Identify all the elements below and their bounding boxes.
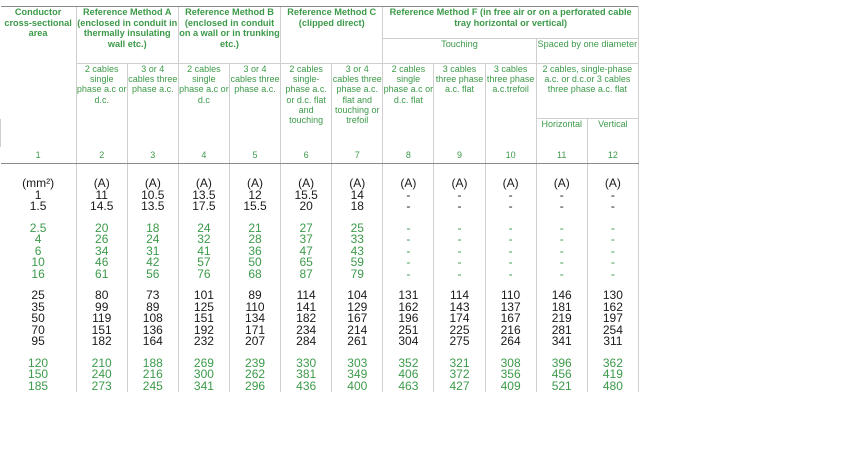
cell-current: 284 [281, 336, 332, 348]
cell-current: - [587, 201, 638, 213]
cell-current: - [536, 257, 587, 269]
cell-area: 120 [28, 355, 49, 370]
cell-current: 273 [76, 381, 127, 393]
cell-current: - [536, 223, 587, 235]
cell-current: 57 [178, 257, 229, 269]
cell-current: 89 [127, 302, 178, 314]
cell-current: 101 [178, 290, 229, 302]
cell-current: 20 [76, 223, 127, 235]
cell-area: 50 [31, 311, 45, 325]
cell-current: 167 [485, 313, 536, 325]
cell-current: 14 [332, 190, 383, 202]
cell-area: 16 [31, 266, 45, 281]
cell-current: - [485, 201, 536, 213]
cell-current: 352 [383, 358, 434, 370]
cell-area: 35 [31, 299, 45, 314]
cell-current: 372 [434, 369, 485, 381]
cell-current: 210 [76, 358, 127, 370]
cell-current: 18 [332, 201, 383, 213]
cell-current: 275 [434, 336, 485, 348]
cell-current: 11 [76, 190, 127, 202]
cell-current: 20 [281, 201, 332, 213]
cell-current: 27 [281, 223, 332, 235]
cell-current: 12 [229, 190, 280, 202]
cell-current: 406 [383, 369, 434, 381]
cell-current: 188 [127, 358, 178, 370]
cell-current: 362 [587, 358, 638, 370]
column-number: 5 [229, 147, 280, 164]
table-row [1, 336, 639, 348]
cell-current: 197 [587, 313, 638, 325]
sub-header-col10: 3 cables three phase a.c.trefoil [485, 64, 536, 148]
cell-current: 262 [229, 369, 280, 381]
column-number: 11 [536, 147, 587, 164]
cell-current: - [383, 190, 434, 202]
cell-current: 73 [127, 290, 178, 302]
unit-amps: (A) [332, 178, 383, 190]
unit-area: (mm²) [22, 176, 55, 190]
cell-current: 36 [229, 246, 280, 258]
cell-current: - [587, 234, 638, 246]
cell-current: 341 [178, 381, 229, 393]
column-number: 2 [76, 147, 127, 164]
cell-current: 24 [178, 223, 229, 235]
cell-current: 164 [127, 336, 178, 348]
cell-area: 2.5 [29, 220, 47, 235]
current-rating-table [0, 6, 639, 392]
cell-current: - [536, 190, 587, 202]
cell-current: 110 [229, 302, 280, 314]
cell-current: 108 [127, 313, 178, 325]
cell-area: 10 [31, 255, 45, 269]
column-number: 8 [383, 147, 434, 164]
cell-current: 381 [281, 369, 332, 381]
cell-current: 216 [485, 325, 536, 337]
cell-current: 59 [332, 257, 383, 269]
cell-area: 150 [28, 367, 49, 381]
cell-area: 1 [34, 187, 42, 202]
cell-current: 13.5 [127, 201, 178, 213]
cell-current: 182 [76, 336, 127, 348]
cell-current: 409 [485, 381, 536, 393]
cell-current: 104 [332, 290, 383, 302]
cell-current: 300 [178, 369, 229, 381]
cell-current: 264 [485, 336, 536, 348]
cell-current: 281 [536, 325, 587, 337]
cell-current: 47 [281, 246, 332, 258]
unit-amps: (A) [281, 178, 332, 190]
cell-current: 17.5 [178, 201, 229, 213]
cell-current: 34 [76, 246, 127, 258]
header-ref-method-f: Reference Method F (in free air or on a perforated cable tray horizontal or vertical) [383, 7, 639, 39]
cell-current: 225 [434, 325, 485, 337]
cell-current: 463 [383, 381, 434, 393]
cell-current: 56 [127, 269, 178, 281]
cell-current: - [536, 201, 587, 213]
cell-current: - [587, 223, 638, 235]
cell-current: 143 [434, 302, 485, 314]
cell-current: 134 [229, 313, 280, 325]
cell-current: 261 [332, 336, 383, 348]
header-ref-method-c: Reference Method C (clipped direct) [281, 7, 383, 64]
sub-header-col7: 3 or 4 cables three phase a.c. flat and touching or trefoil [332, 64, 383, 148]
cell-current: - [485, 257, 536, 269]
cell-current: - [434, 201, 485, 213]
cell-current: - [587, 190, 638, 202]
cell-current: 99 [76, 302, 127, 314]
cell-current: 181 [536, 302, 587, 314]
sub-header-horizontal: Horizontal [536, 119, 587, 148]
sub-header-col2: 2 cables single phase a.c or d.c. [76, 64, 127, 119]
cell-current: 61 [76, 269, 127, 281]
cell-current: - [383, 201, 434, 213]
cell-current: 43 [332, 246, 383, 258]
column-number: 7 [332, 147, 383, 164]
cell-current: 26 [76, 234, 127, 246]
header-conductor-area: Conductor cross-sectional area [1, 7, 77, 119]
cell-area: 95 [31, 334, 45, 348]
cell-current: 234 [281, 325, 332, 337]
cell-current: 304 [383, 336, 434, 348]
cell-current: - [536, 234, 587, 246]
cell-area: 70 [31, 322, 45, 337]
cell-current: 151 [178, 313, 229, 325]
cell-current: 15.5 [281, 190, 332, 202]
cell-current: 356 [485, 369, 536, 381]
cell-area: 25 [31, 288, 45, 302]
cell-area: 1.5 [29, 199, 47, 213]
cell-current: 110 [485, 290, 536, 302]
cell-current: 125 [178, 302, 229, 314]
cell-current: 296 [229, 381, 280, 393]
cell-current: 14.5 [76, 201, 127, 213]
cell-current: 137 [485, 302, 536, 314]
cell-current: - [383, 269, 434, 281]
cell-current: 207 [229, 336, 280, 348]
cell-current: 167 [332, 313, 383, 325]
cell-current: 251 [383, 325, 434, 337]
cell-current: 427 [434, 381, 485, 393]
cell-current: - [485, 223, 536, 235]
cell-current: - [434, 269, 485, 281]
cell-current: 240 [76, 369, 127, 381]
cell-current: 68 [229, 269, 280, 281]
cell-current: 254 [587, 325, 638, 337]
cell-current: 216 [127, 369, 178, 381]
cell-current: 232 [178, 336, 229, 348]
cell-current: 303 [332, 358, 383, 370]
column-number: 10 [485, 147, 536, 164]
sub-header-spacer-5 [229, 119, 280, 148]
cell-current: 219 [536, 313, 587, 325]
cell-current: - [536, 269, 587, 281]
cell-area: 185 [28, 378, 49, 393]
cell-current: 162 [587, 302, 638, 314]
cell-current: - [587, 246, 638, 258]
header-spaced: Spaced by one diameter [536, 39, 638, 64]
cell-current: 269 [178, 358, 229, 370]
column-number: 4 [178, 147, 229, 164]
cell-current: 37 [281, 234, 332, 246]
unit-amps: (A) [383, 178, 434, 190]
header-ref-method-a: Reference Method A (enclosed in conduit in thermally insulating wall etc.) [76, 7, 178, 64]
cell-current: 308 [485, 358, 536, 370]
sub-header-col4: 2 cables single phase a.c or d.c [178, 64, 229, 119]
cell-current: 25 [332, 223, 383, 235]
cell-current: 136 [127, 325, 178, 337]
unit-amps: (A) [229, 178, 280, 190]
unit-amps: (A) [178, 178, 229, 190]
sub-header-col8: 2 cables single phase a.c or d.c. flat [383, 64, 434, 148]
cell-current: 89 [229, 290, 280, 302]
cell-current: 13.5 [178, 190, 229, 202]
cell-current: 349 [332, 369, 383, 381]
cell-current: 419 [587, 369, 638, 381]
cell-current: 141 [281, 302, 332, 314]
cell-current: 32 [178, 234, 229, 246]
cell-current: - [434, 257, 485, 269]
unit-amps: (A) [127, 178, 178, 190]
sub-header-col11-12: 2 cables, single-phase a.c. or d.c.or 3 cables three phase a.c. flat [536, 64, 638, 119]
table-row [1, 201, 639, 213]
cell-current: 114 [281, 290, 332, 302]
sub-header-vertical: Vertical [587, 119, 638, 148]
cell-current: - [434, 246, 485, 258]
cell-current: 18 [127, 223, 178, 235]
cell-current: 436 [281, 381, 332, 393]
cell-current: 119 [76, 313, 127, 325]
cell-current: - [383, 246, 434, 258]
cell-current: - [485, 190, 536, 202]
cell-current: 31 [127, 246, 178, 258]
cell-current: 21 [229, 223, 280, 235]
cell-current: - [485, 269, 536, 281]
unit-amps: (A) [587, 178, 638, 190]
cell-current: - [434, 234, 485, 246]
cell-current: 196 [383, 313, 434, 325]
unit-amps: (A) [76, 178, 127, 190]
cell-current: 396 [536, 358, 587, 370]
cell-current: 456 [536, 369, 587, 381]
cell-current: - [485, 234, 536, 246]
cell-current: 42 [127, 257, 178, 269]
column-number: 6 [281, 147, 332, 164]
cell-current: 245 [127, 381, 178, 393]
cell-current: 400 [332, 381, 383, 393]
cell-current: 50 [229, 257, 280, 269]
cell-area: 6 [34, 243, 42, 258]
sub-header-spacer-3 [127, 119, 178, 148]
cell-current: 151 [76, 325, 127, 337]
cell-current: 192 [178, 325, 229, 337]
unit-amps: (A) [485, 178, 536, 190]
cell-current: 79 [332, 269, 383, 281]
unit-amps: (A) [434, 178, 485, 190]
sub-header-spacer-2 [76, 119, 127, 148]
sub-header-spacer-1 [1, 119, 77, 148]
cell-current: 80 [76, 290, 127, 302]
cell-current: 129 [332, 302, 383, 314]
cell-current: - [383, 234, 434, 246]
cell-current: - [434, 223, 485, 235]
sub-header-col9: 3 cables three phase a.c. flat [434, 64, 485, 148]
cell-current: 321 [434, 358, 485, 370]
cell-current: 341 [536, 336, 587, 348]
header-touching: Touching [383, 39, 536, 64]
table-row [1, 269, 639, 281]
cell-current: 480 [587, 381, 638, 393]
column-number: 3 [127, 147, 178, 164]
sub-header-col3: 3 or 4 cables three phase a.c. [127, 64, 178, 119]
cell-current: - [434, 190, 485, 202]
cell-current: 41 [178, 246, 229, 258]
cell-current: - [485, 246, 536, 258]
cell-current: 15.5 [229, 201, 280, 213]
cell-current: 114 [434, 290, 485, 302]
cell-current: - [587, 269, 638, 281]
cell-current: - [383, 223, 434, 235]
cell-current: 33 [332, 234, 383, 246]
cell-current: - [383, 257, 434, 269]
cell-current: 162 [383, 302, 434, 314]
header-ref-method-b: Reference Method B (enclosed in conduit on a wall or in trunking etc.) [178, 7, 280, 64]
table-row [1, 381, 639, 393]
cell-current: 131 [383, 290, 434, 302]
cell-current: 239 [229, 358, 280, 370]
sub-header-col6: 2 cables single-phase a.c. or d.c. flat and touching [281, 64, 332, 148]
cell-current: 76 [178, 269, 229, 281]
cell-current: - [587, 257, 638, 269]
cell-current: 46 [76, 257, 127, 269]
sub-header-spacer-4 [178, 119, 229, 148]
cell-current: 182 [281, 313, 332, 325]
cell-current: 311 [587, 336, 638, 348]
column-number: 9 [434, 147, 485, 164]
column-number: 1 [1, 147, 77, 164]
cell-current: 87 [281, 269, 332, 281]
cell-current: 146 [536, 290, 587, 302]
cell-current: 521 [536, 381, 587, 393]
cell-current: 10.5 [127, 190, 178, 202]
cell-area: 4 [34, 232, 42, 246]
cell-current: - [536, 246, 587, 258]
cell-current: 28 [229, 234, 280, 246]
cell-current: 174 [434, 313, 485, 325]
cell-current: 130 [587, 290, 638, 302]
cell-current: 214 [332, 325, 383, 337]
cell-current: 330 [281, 358, 332, 370]
cell-current: 171 [229, 325, 280, 337]
cell-current: 24 [127, 234, 178, 246]
column-number: 12 [587, 147, 638, 164]
unit-amps: (A) [536, 178, 587, 190]
cell-current: 65 [281, 257, 332, 269]
sub-header-col5: 3 or 4 cables three phase a.c. [229, 64, 280, 119]
